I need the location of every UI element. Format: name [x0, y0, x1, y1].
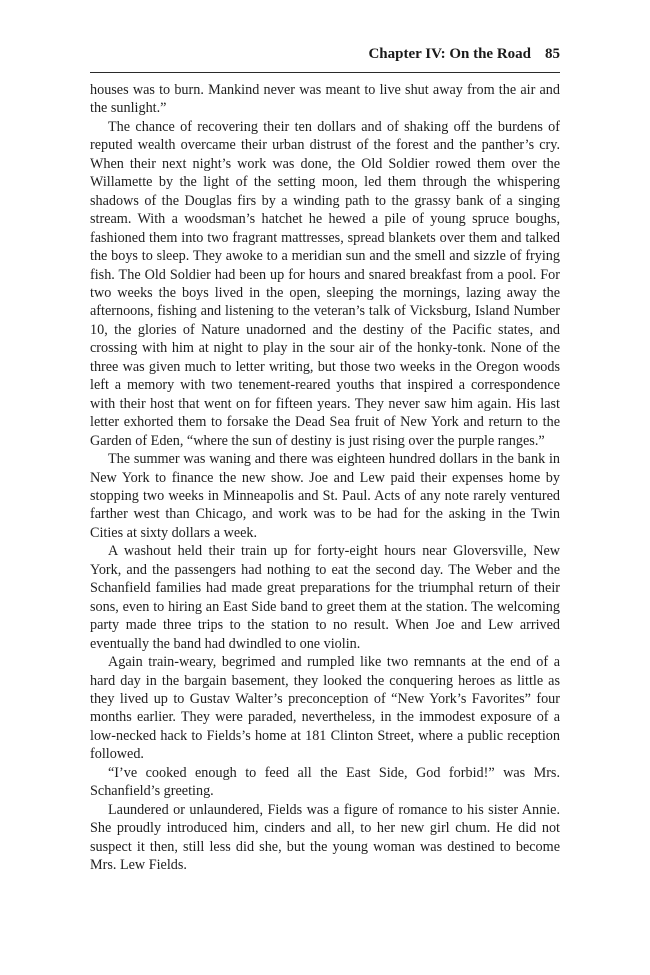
- paragraph: The summer was waning and there was eighteen hundred dollars in the bank in New York to finance the new show. Joe and Lew paid their expenses home by stopping two weeks in Minneapolis and St. Paul. Acts of any note rarely ventured farther west than Chicago, and work was to be had for the asking in the Twin Cities at sixty dollars a week.: [90, 451, 560, 541]
- header-rule: [90, 72, 560, 73]
- page-number: 85: [545, 46, 560, 62]
- chapter-title: Chapter IV: On the Road: [368, 46, 531, 62]
- paragraph: The chance of recovering their ten dollars and of shaking off the burdens of reputed wealth overcame their urban distrust of the forest and the panther’s cry. When their next night’s work was done, the Old Soldier rowed them over the Willamette by the light of the setting moon, led them through the whispering shadows of the Douglas firs by a winding path to the grassy bank of a singing stream. With a woodsman’s hatchet he hewed a pile of young spruce boughs, fashioned them into two fragrant mattresses, spread blankets over them and talked the boys to sleep. They awoke to a meridian sun and the smell and sizzle of frying fish. The Old Soldier had been up for hours and snared breakfast from a pool. For two weeks the boys lived in the open, sleeping the mornings, lazing away the afternoons, fishing and listening to the veteran’s talk of Vicksburg, Island Number 10, the glories of Nature unadorned and the destiny of the Pacific states, and crossing with him at night to play in the sour air of the honky-tonk. None of the three was given much to letter writing, but those two weeks in the Oregon woods left a memory with two tenement-reared youths that inspired a correspondence with their host that went on for fifteen years. They never saw him again. His last letter exhorted them to forsake the Dead Sea fruit of New York and return to the Garden of Eden, “where the sun of destiny is just rising over the purple ranges.”: [90, 118, 560, 449]
- paragraph: Laundered or unlaundered, Fields was a figure of romance to his sister Annie. She proudly introduced him, cinders and all, to her new girl chum. He did not suspect it then, still less did she, but the young woman was destined to become Mrs. Lew Fields.: [90, 801, 560, 874]
- paragraph: A washout held their train up for forty-eight hours near Gloversville, New York, and the passengers had nothing to eat the second day. The Weber and the Schanfield families had made great preparations for the triumphal return of their sons, even to hiring an East Side band to greet them at the station. The welcoming party made three trips to the station to no result. When Joe and Lew arrived eventually the band had dwindled to one violin.: [90, 543, 560, 652]
- running-header: [90, 46, 560, 70]
- body-text: [90, 81, 560, 874]
- paragraph: houses was to burn. Mankind never was meant to live shut away from the air and the sunlight.”: [90, 82, 560, 117]
- paragraph: Again train-weary, begrimed and rumpled like two remnants at the end of a hard day in the bargain basement, they looked the conquering heroes as little as they lived up to Gustav Walter’s preconception of “New York’s Favorites” four months earlier. They were paraded, nevertheless, in the immodest exposure of a low-necked hack to Fields’s home at 181 Clinton Street, where a public reception followed.: [90, 654, 560, 763]
- paragraph: “I’ve cooked enough to feed all the East Side, God forbid!” was Mrs. Schanfield’s greeting.: [90, 764, 560, 800]
